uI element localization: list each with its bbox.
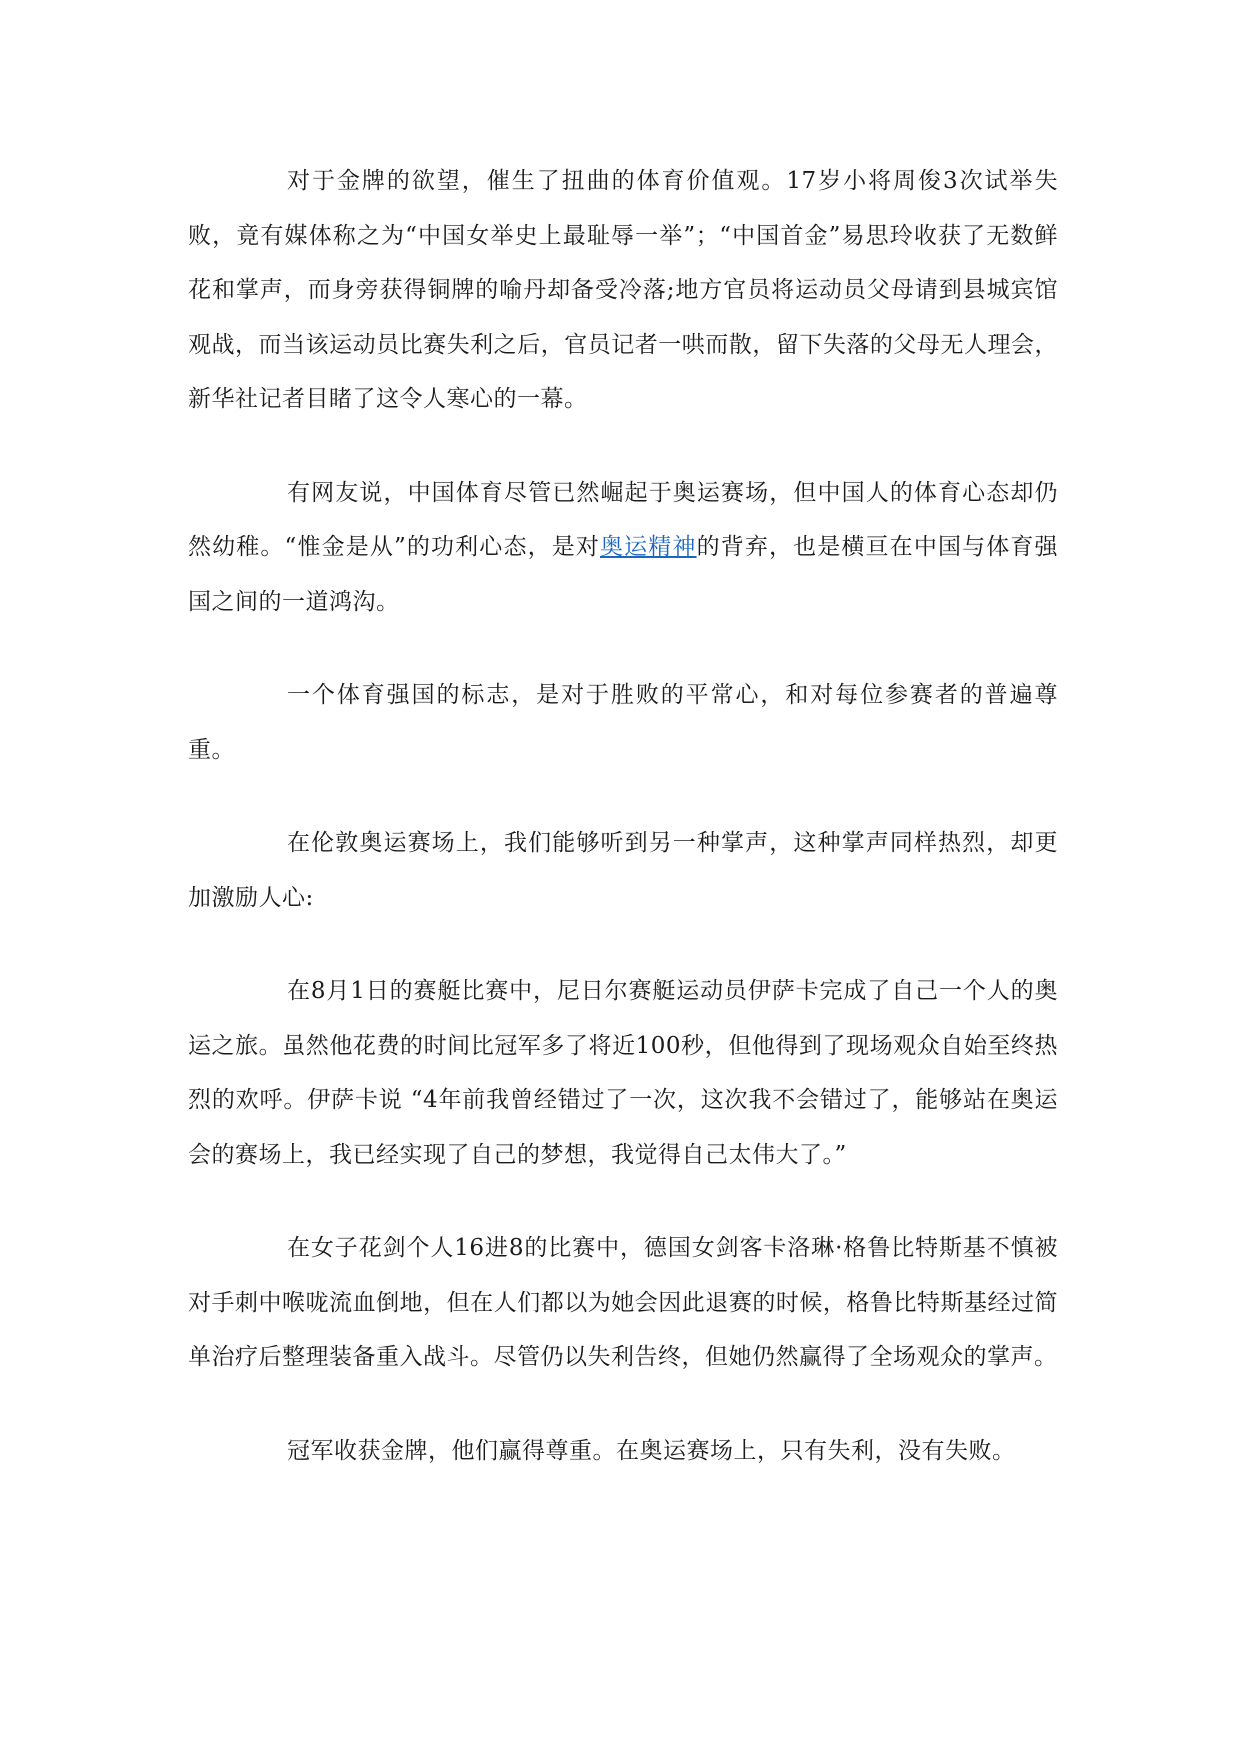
paragraph-london-applause: 在伦敦奥运赛场上，我们能够听到另一种掌声，这种掌声同样热烈，却更加激励人心: [188, 830, 1058, 911]
paragraph-gold-medal-values: 对于金牌的欲望，催生了扭曲的体育价值观。17岁小将周俊3次试举失败，竟有媒体称之为“中国女举史上最耻辱一举”；“中国首金”易思玲收获了无数鲜花和掌声，而身旁获得铜牌的喻丹却备受冷落;地方官员将运动员父母请到县城宾馆观战，而当该运动员比赛失利之后，官员记者一哄而散，留下失落的父母无人理会，新华社记者目睹了这令人寒心的一幕。 [188, 168, 1058, 412]
article-body [188, 154, 1058, 1478]
paragraph-rowing-isaka: 在8月1日的赛艇比赛中，尼日尔赛艇运动员伊萨卡完成了自己一个人的奥运之旅。虽然他花费的时间比冠军多了将近100秒，但他得到了现场观众自始至终热烈的欢呼。伊萨卡说 “4年前我曾经错过了一次，这次我不会错过了，能够站在奥运会的赛场上，我已经实现了自己的梦想，我觉得自己太伟大了。” [188, 978, 1058, 1168]
paragraph-sports-mentality [188, 466, 1058, 630]
olympic-spirit-link[interactable]: 奥运精神 [600, 534, 697, 560]
paragraph-sports-power-sign: 一个体育强国的标志，是对于胜败的平常心，和对每位参赛者的普遍尊重。 [188, 682, 1058, 763]
paragraph-text-before-link: 有网友说，中国体育尽管已然崛起于奥运赛场，但中国人的体育心态却仍然幼稚。“惟金是从”的功利心态，是对 [188, 479, 1058, 560]
paragraph-conclusion: 冠军收获金牌，他们赢得尊重。在奥运赛场上，只有失利，没有失败。 [287, 1437, 1016, 1464]
paragraph-fencing-golubytskyi: 在女子花剑个人16进8的比赛中，德国女剑客卡洛琳·格鲁比特斯基不慎被对手刺中喉咙流血倒地，但在人们都以为她会因此退赛的时候，格鲁比特斯基经过简单治疗后整理装备重入战斗。尽管仍以失利告终，但她仍然赢得了全场观众的掌声。 [188, 1235, 1058, 1370]
paragraph-text-after-link: 的背弃，也是横亘在中国与体育强国之间的一道鸿沟。 [188, 534, 1059, 615]
